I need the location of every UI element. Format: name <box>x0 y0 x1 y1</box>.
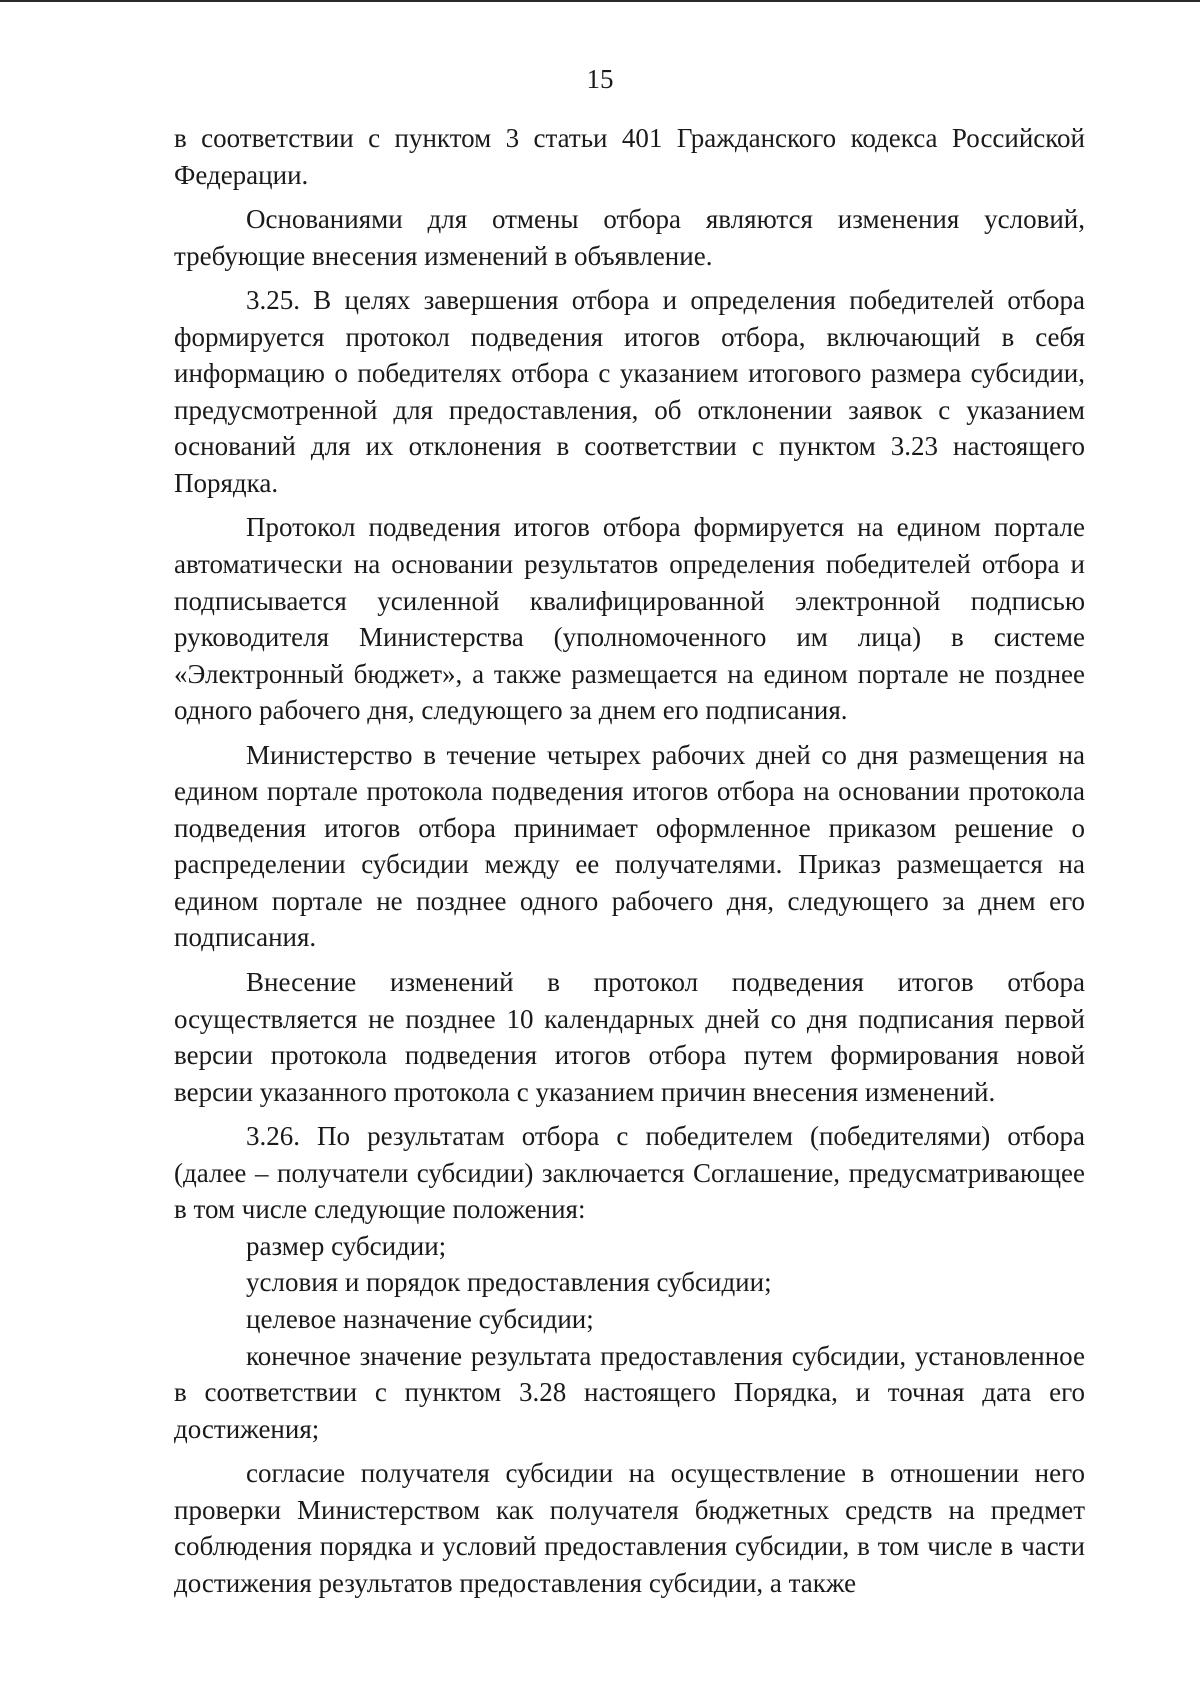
paragraph-civil-code-reference: в соответствии с пунктом 3 статьи 401 Гражданского кодекса Российской Федерации. <box>174 123 1085 190</box>
list-item-subsidy-size: размер субсидии; <box>246 1230 447 1261</box>
paragraph-cancellation-grounds: Основаниями для отмены отбора являются изменения условий, требующие внесения изменений в объявление. <box>174 204 1085 271</box>
list-item-recipient-consent: согласие получателя субсидии на осуществление в отношении него проверки Министерством как получателя бюджетных средств на предмет соблюдения порядка и условий предоставления субсидии, в том числе в части достижения результатов предоставления субсидии, а также <box>174 1458 1085 1598</box>
paragraph-3-25-protocol: 3.25. В целях завершения отбора и определения победителей отбора формируется протокол подведения итогов отбора, включающий в себя информацию о победителях отбора с указанием итогового размера субсидии, предусмотренной для предоставления, об отклонении заявок с указанием оснований для их отклонения в соответствии с пунктом 3.23 настоящего Порядка. <box>174 285 1085 498</box>
list-item-conditions: условия и порядок предоставления субсидии; <box>246 1267 772 1298</box>
list-item-final-result: конечное значение результата предоставления субсидии, установленное в соответствии с пунктом 3.28 настоящего Порядка, и точная дата его достижения; <box>174 1340 1085 1444</box>
list-item-purpose: целевое назначение субсидии; <box>246 1303 594 1334</box>
paragraph-ministry-decision: Министерство в течение четырех рабочих дней со дня размещения на едином портале протокола подведения итогов отбора на основании протокола подведения итогов отбора принимает оформленное приказом решение о распределении субсидии между ее получателями. Приказ размещается на едином портале не позднее одного рабочего дня, следующего за днем его подписания. <box>174 739 1085 953</box>
page-top-border <box>0 0 1200 2</box>
document-body <box>174 120 1085 1601</box>
paragraph-3-26-agreement: 3.26. По результатам отбора с победителем (победителями) отбора (далее – получатели субсидии) заключается Соглашение, предусматривающее в том числе следующие положения: <box>174 1121 1085 1225</box>
page-number: 15 <box>586 64 614 94</box>
paragraph-protocol-changes: Внесение изменений в протокол подведения итогов отбора осуществляется не позднее 10 календарных дней со дня подписания первой версии протокола подведения итогов отбора путем формирования новой версии указанного протокола с указанием причин внесения изменений. <box>174 967 1085 1107</box>
paragraph-protocol-formation: Протокол подведения итогов отбора формируется на едином портале автоматически на основании результатов определения победителей отбора и подписывается усиленной квалифицированной электронной подписью руководителя Министерства (уполномоченного им лица) в системе «Электронный бюджет», а также размещается на едином портале не позднее одного рабочего дня, следующего за днем его подписания. <box>174 512 1085 726</box>
